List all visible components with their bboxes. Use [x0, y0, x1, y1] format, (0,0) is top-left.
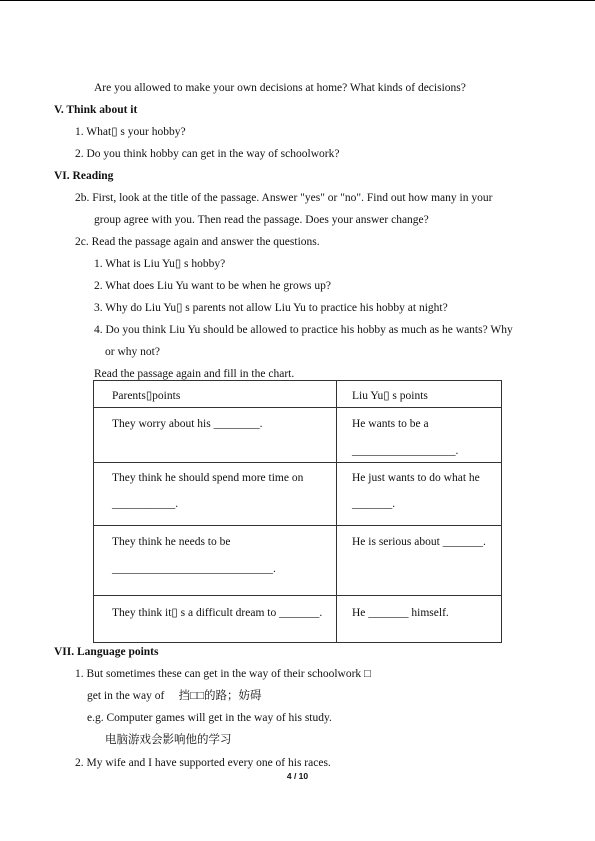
- chart-header-liuyu: Liu Yu▯ s points: [337, 381, 502, 408]
- liuyu-point-cell: He wants to be a __________________.: [337, 408, 502, 463]
- chart-header-row: [94, 381, 502, 408]
- section-heading-think: V. Think about it: [54, 104, 138, 116]
- section-heading-language: VII. Language points: [54, 646, 159, 658]
- parents-point-cell: They worry about his ________.: [94, 408, 337, 463]
- page-number: 4 / 10: [286, 771, 309, 781]
- reading-question-1: 1. What is Liu Yu▯ s hobby?: [94, 258, 226, 270]
- chart-row: [94, 596, 502, 643]
- chart-row: [94, 408, 502, 463]
- reading-2c: 2c. Read the passage again and answer the questions.: [75, 236, 320, 248]
- language-point-1-example: e.g. Computer games will get in the way of his study.: [87, 712, 332, 724]
- parents-point-cell: They think it▯ s a difficult dream to _______.: [94, 596, 337, 643]
- language-point-1-translation: 电脑游戏会影响他的学习: [105, 734, 232, 746]
- chart-row: [94, 526, 502, 596]
- chart-header-parents: Parents▯points: [94, 381, 337, 408]
- language-point-1-phrase: get in the way of 挡□□的路；妨碍: [87, 690, 262, 702]
- liuyu-point-cell: He _______ himself.: [337, 596, 502, 643]
- reading-2b-line2: group agree with you. Then read the passage. Does your answer change?: [94, 214, 429, 226]
- language-point-1: 1. But sometimes these can get in the way of their schoolwork □: [75, 668, 371, 680]
- think-question-1: 1. What▯ s your hobby?: [75, 126, 186, 138]
- parents-point-cell: They think he should spend more time on ___________.: [94, 463, 337, 526]
- think-question-2: 2. Do you think hobby can get in the way of schoolwork?: [75, 148, 340, 160]
- discussion-question: Are you allowed to make your own decisions at home? What kinds of decisions?: [94, 82, 466, 94]
- parents-point-cell: They think he needs to be ____________________________.: [94, 526, 337, 596]
- chart-instruction: Read the passage again and fill in the chart.: [94, 368, 295, 380]
- language-point-2: 2. My wife and I have supported every one of his races.: [75, 757, 331, 769]
- liuyu-point-cell: He just wants to do what he _______.: [337, 463, 502, 526]
- reading-question-4: 4. Do you think Liu Yu should be allowed to practice his hobby as much as he wants? Why: [94, 324, 513, 336]
- section-heading-reading: VI. Reading: [54, 170, 114, 182]
- chart-row: [94, 463, 502, 526]
- reading-2b-line1: 2b. First, look at the title of the passage. Answer "yes" or "no". Find out how many in your: [75, 192, 493, 204]
- liuyu-point-cell: He is serious about _______.: [337, 526, 502, 596]
- reading-question-3: 3. Why do Liu Yu▯ s parents not allow Liu Yu to practice his hobby at night?: [94, 302, 448, 314]
- top-rule: [0, 0, 595, 1]
- reading-question-4-cont: or why not?: [105, 346, 160, 358]
- points-chart: [93, 380, 502, 643]
- reading-question-2: 2. What does Liu Yu want to be when he grows up?: [94, 280, 331, 292]
